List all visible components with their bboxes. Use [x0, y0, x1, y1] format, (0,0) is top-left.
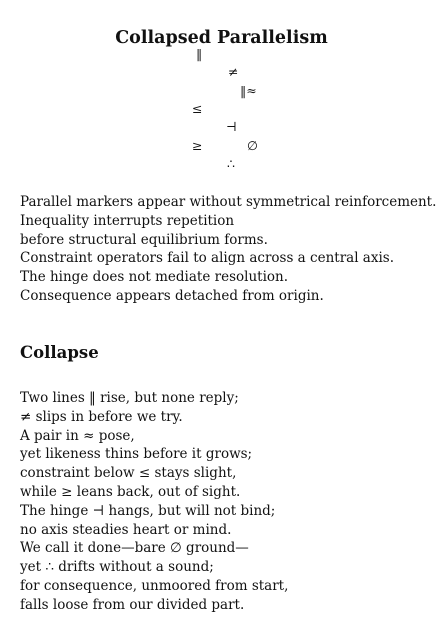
poem-line: A pair in ≈ pose,	[20, 427, 135, 444]
prose-line: Parallel markers appear without symmetrical reinforcement.	[20, 194, 437, 210]
poem-line: for consequence, unmoored from start,	[20, 577, 289, 594]
poem-line: while ≥ leans back, out of sight.	[20, 483, 241, 500]
poem-line: yet likeness thins before it grows;	[20, 446, 253, 463]
poem-line: We call it done—bare ∅ ground—	[20, 540, 249, 557]
parallel-approx-symbol: ‖≈	[240, 83, 257, 98]
page-title: Collapsed Parallelism	[115, 27, 328, 48]
greater-equal-symbol: ≥	[192, 138, 203, 153]
poem-line: Two lines ‖ rise, but none reply;	[20, 390, 239, 406]
parallel-symbol: ‖	[196, 46, 203, 61]
therefore-symbol: ∴	[227, 156, 235, 171]
prose-line: Inequality interrupts repetition	[20, 212, 235, 229]
less-equal-symbol: ≤	[192, 101, 203, 116]
poem-line: yet ∴ drifts without a sound;	[20, 559, 214, 576]
empty-set-symbol: ∅	[247, 138, 258, 153]
hinge-symbol: ⊣	[226, 119, 237, 134]
poem	[20, 389, 435, 615]
poem-line: ≠ slips in before we try.	[20, 408, 183, 425]
prose-paragraph	[20, 193, 435, 306]
not-equal-symbol: ≠	[228, 64, 239, 79]
poem-line: falls loose from our divided part.	[20, 596, 245, 613]
prose-line: before structural equilibrium forms.	[20, 231, 268, 248]
section-heading: Collapse	[20, 343, 99, 362]
prose-line: Constraint operators fail to align across a central axis.	[20, 250, 395, 267]
poem-line: constraint below ≤ stays slight,	[20, 465, 237, 482]
poem-line: The hinge ⊣ hangs, but will not bind;	[20, 502, 276, 519]
prose-line: The hinge does not mediate resolution.	[20, 269, 288, 286]
prose-line: Consequence appears detached from origin.	[20, 287, 324, 304]
poem-line: no axis steadies heart or mind.	[20, 521, 232, 538]
